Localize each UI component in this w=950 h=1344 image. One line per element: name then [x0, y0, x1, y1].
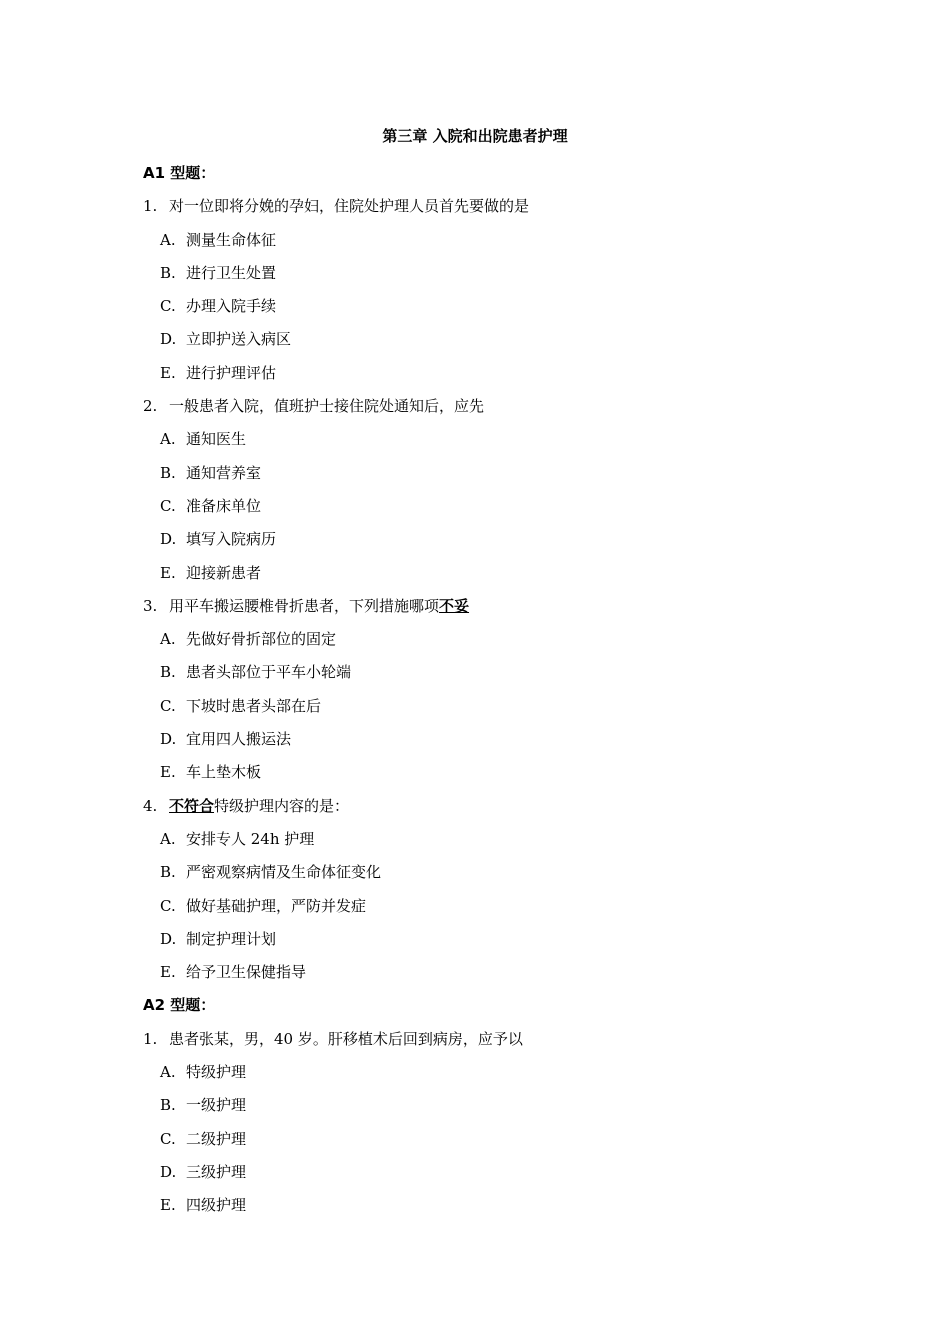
- option-text: 进行护理评估: [186, 363, 277, 382]
- answer-option: [143, 224, 823, 257]
- option-letter: D.: [160, 929, 177, 948]
- option-letter: E.: [160, 963, 176, 982]
- option-text: 填写入院病历: [186, 530, 277, 549]
- question-text: 患者张某，男，40 岁。肝移植术后回到病房，应予以: [169, 1029, 523, 1048]
- answer-option: [143, 523, 823, 556]
- option-text: 安排专人 24h 护理: [186, 829, 315, 848]
- option-letter: C.: [160, 496, 176, 515]
- option-letter: E.: [160, 1196, 176, 1215]
- option-letter: A.: [160, 430, 176, 449]
- option-text: 严密观察病情及生命体征变化: [186, 863, 382, 882]
- question-stem: [143, 390, 823, 423]
- answer-option: [143, 890, 823, 923]
- question-stem: [143, 1023, 823, 1056]
- option-letter: B.: [160, 263, 176, 282]
- answer-option: [143, 1123, 823, 1156]
- option-text: 做好基础护理，严防并发症: [186, 896, 367, 915]
- answer-option: [143, 257, 823, 290]
- option-text: 四级护理: [186, 1196, 247, 1215]
- option-letter: A.: [160, 829, 176, 848]
- option-letter: A.: [160, 230, 176, 249]
- option-text: 办理入院手续: [186, 297, 277, 316]
- option-letter: D.: [160, 730, 177, 749]
- question-text: 一般患者入院，值班护士接住院处通知后，应先: [169, 397, 485, 416]
- answer-option: [143, 623, 823, 656]
- option-text: 迎接新患者: [186, 563, 262, 582]
- answer-option: [143, 557, 823, 590]
- option-text: 先做好骨折部位的固定: [186, 630, 337, 649]
- section-label: A2 型题：: [143, 996, 216, 1015]
- question-text: 用平车搬运腰椎骨折患者，下列措施哪项: [169, 596, 440, 615]
- option-letter: B.: [160, 1096, 176, 1115]
- answer-option: [143, 457, 823, 490]
- option-text: 患者头部位于平车小轮端: [186, 663, 352, 682]
- answer-option: [143, 956, 823, 989]
- answer-option: [143, 823, 823, 856]
- answer-option: [143, 856, 823, 889]
- option-letter: B.: [160, 863, 176, 882]
- option-letter: E.: [160, 563, 176, 582]
- question-stem: [143, 190, 823, 223]
- emphasized-text: 不妥: [439, 596, 470, 615]
- chapter-title: 第三章 入院和出院患者护理: [382, 127, 568, 145]
- question-number: 1.: [143, 1029, 158, 1048]
- answer-option: [143, 490, 823, 523]
- answer-option: [143, 290, 823, 323]
- option-text: 测量生命体征: [186, 230, 277, 249]
- option-text: 车上垫木板: [186, 763, 262, 782]
- option-letter: C.: [160, 297, 176, 316]
- option-letter: D.: [160, 1162, 177, 1181]
- question-stem: [143, 790, 823, 823]
- question-number: 3.: [143, 596, 158, 615]
- option-letter: E.: [160, 763, 176, 782]
- question-number: 4.: [143, 796, 158, 815]
- question-list: [143, 157, 823, 1223]
- option-text: 给予卫生保健指导: [186, 963, 307, 982]
- option-text: 二级护理: [186, 1129, 247, 1148]
- option-text: 宜用四人搬运法: [186, 730, 292, 749]
- option-letter: C.: [160, 1129, 176, 1148]
- emphasized-text: 不符合: [169, 796, 215, 815]
- option-text: 通知营养室: [186, 463, 262, 482]
- answer-option: [143, 1089, 823, 1122]
- option-text: 进行卫生处置: [186, 263, 277, 282]
- option-letter: C.: [160, 896, 176, 915]
- answer-option: [143, 323, 823, 356]
- option-letter: A.: [160, 630, 176, 649]
- question-text: 特级护理内容的是：: [214, 796, 350, 815]
- answer-option: [143, 423, 823, 456]
- option-text: 一级护理: [186, 1096, 247, 1115]
- answer-option: [143, 1156, 823, 1189]
- option-letter: D.: [160, 530, 177, 549]
- section-label: A1 型题：: [143, 164, 216, 182]
- option-text: 通知医生: [186, 430, 247, 449]
- option-text: 特级护理: [186, 1063, 247, 1082]
- answer-option: [143, 690, 823, 723]
- question-number: 2.: [143, 397, 158, 416]
- option-letter: B.: [160, 463, 176, 482]
- option-letter: A.: [160, 1063, 176, 1082]
- option-letter: B.: [160, 663, 176, 682]
- answer-option: [143, 723, 823, 756]
- option-text: 立即护送入病区: [186, 330, 292, 349]
- option-letter: D.: [160, 330, 177, 349]
- option-text: 下坡时患者头部在后: [186, 696, 322, 715]
- answer-option: [143, 923, 823, 956]
- option-text: 制定护理计划: [186, 929, 277, 948]
- question-stem: [143, 590, 823, 623]
- option-letter: C.: [160, 696, 176, 715]
- answer-option: [143, 357, 823, 390]
- option-letter: E.: [160, 363, 176, 382]
- question-text: 对一位即将分娩的孕妇，住院处护理人员首先要做的是: [169, 197, 530, 216]
- option-text: 三级护理: [186, 1162, 247, 1181]
- answer-option: [143, 656, 823, 689]
- option-text: 准备床单位: [186, 496, 262, 515]
- question-number: 1.: [143, 197, 158, 216]
- answer-option: [143, 1189, 823, 1222]
- answer-option: [143, 756, 823, 789]
- answer-option: [143, 1056, 823, 1089]
